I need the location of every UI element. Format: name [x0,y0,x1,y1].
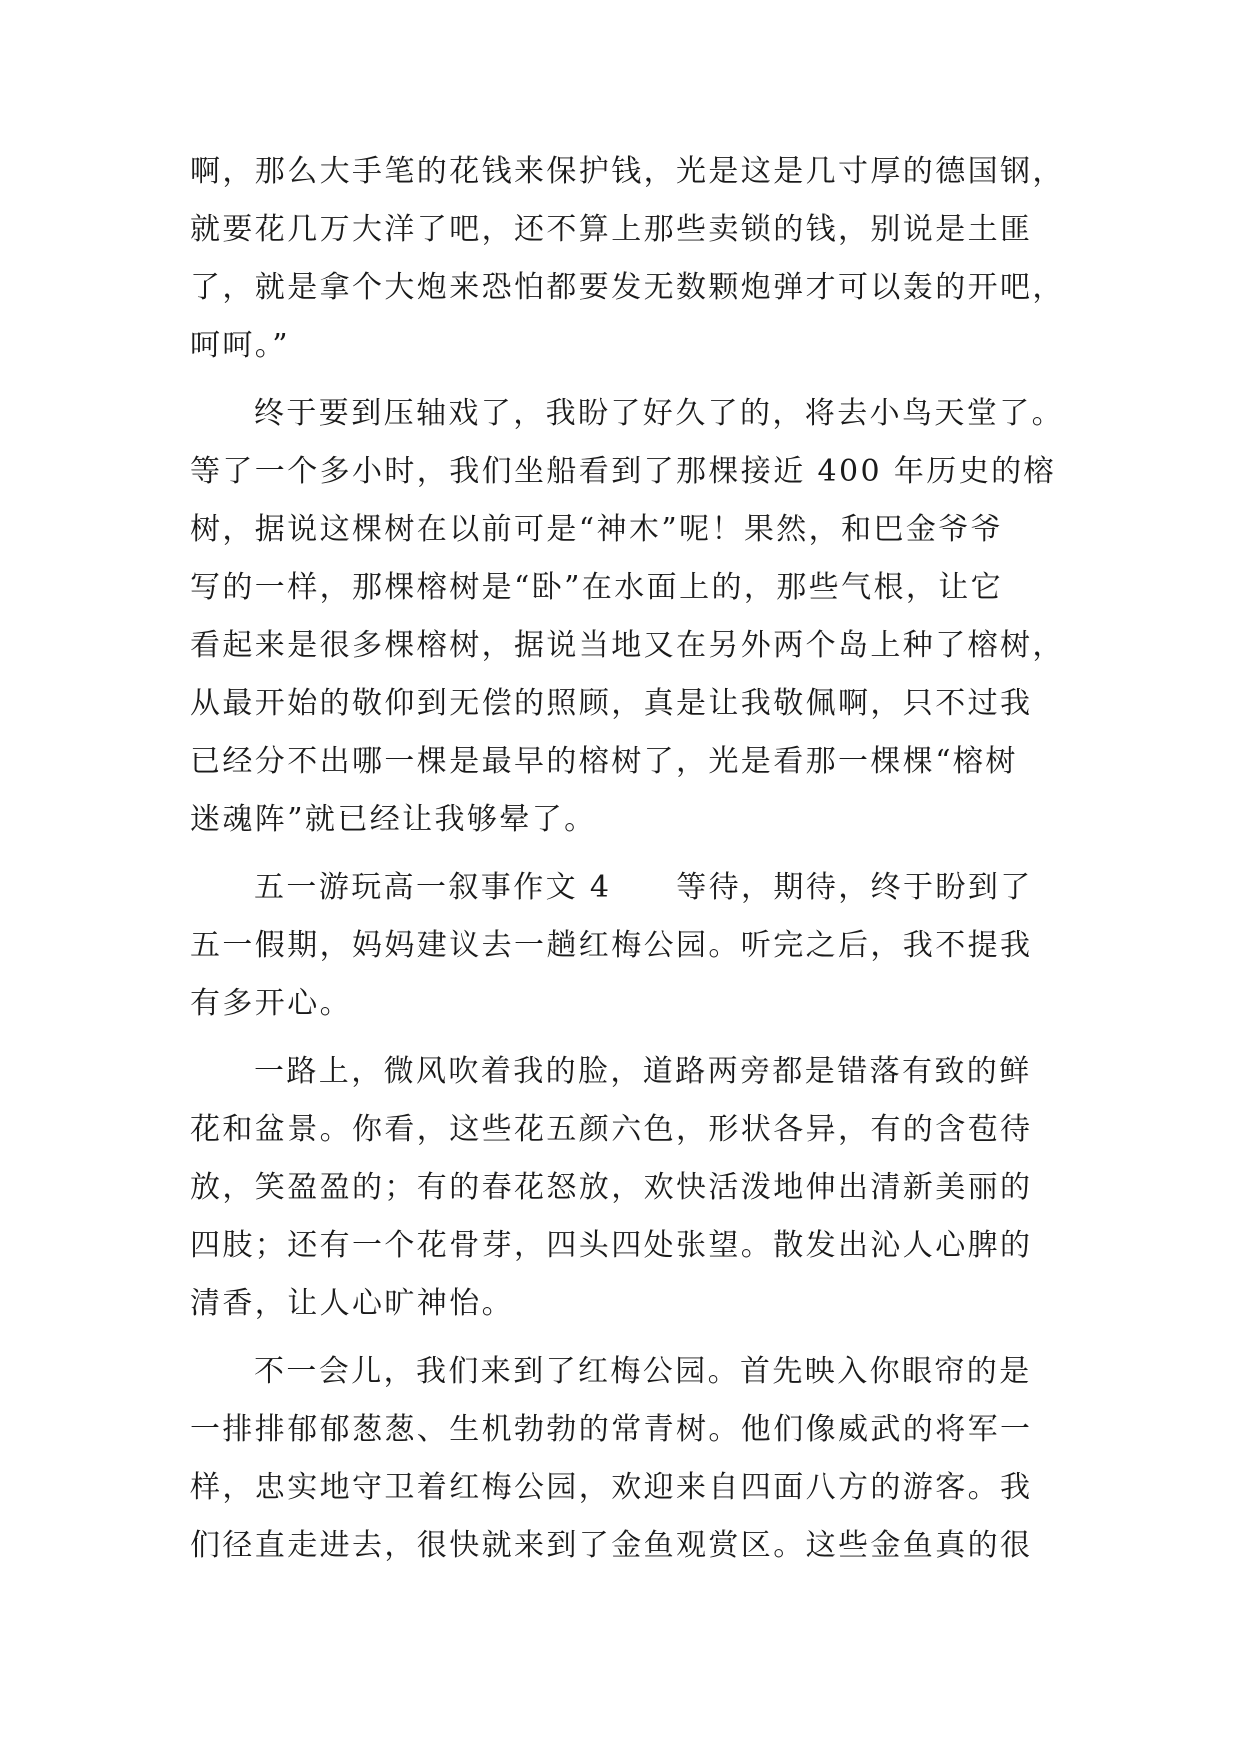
text-line: 样，忠实地守卫着红梅公园，欢迎来自四面八方的游客。我 [190,1470,1033,1505]
text-line: 从最开始的敬仰到无偿的照顾，真是让我敬佩啊，只不过我 [190,686,1033,721]
text-line: 五一假期，妈妈建议去一趟红梅公园。听完之后，我不提我 [190,928,1033,963]
paragraph-first-line: 终于要到压轴戏了，我盼了好久了的，将去小鸟天堂了。 [254,396,1064,431]
text-line: 清香，让人心旷神怡。 [190,1286,514,1321]
text-line: 就要花几万大洋了吧，还不算上那些卖锁的钱，别说是土匪 [190,212,1033,247]
text-line: 写的一样，那棵榕树是“卧”在水面上的，那些气根，让它 [190,570,1004,605]
text-line: 等了一个多小时，我们坐船看到了那棵接近 400 年历史的榕 [190,454,1056,489]
text-line: 啊，那么大手笔的花钱来保护钱，光是这是几寸厚的德国钢， [190,154,1065,189]
text-line: 有多开心。 [190,986,352,1021]
text-line: 了，就是拿个大炮来恐怕都要发无数颗炮弹才可以轰的开吧， [190,270,1065,305]
text-line: 一排排郁郁葱葱、生机勃勃的常青树。他们像威武的将军一 [190,1412,1033,1447]
text-line: 花和盆景。你看，这些花五颜六色，形状各异，有的含苞待 [190,1112,1033,1147]
paragraph-first-line: 一路上，微风吹着我的脸，道路两旁都是错落有致的鲜 [254,1054,1032,1089]
paragraph-first-line: 五一游玩高一叙事作文 4 等待，期待，终于盼到了 [254,870,1033,905]
paragraph-first-line: 不一会儿，我们来到了红梅公园。首先映入你眼帘的是 [254,1354,1032,1389]
text-line: 树，据说这棵树在以前可是“神木”呢！果然，和巴金爷爷 [190,512,1004,547]
text-line: 们径直走进去，很快就来到了金鱼观赏区。这些金鱼真的很 [190,1528,1033,1563]
text-line: 已经分不出哪一棵是最早的榕树了，光是看那一棵棵“榕树 [190,744,1018,779]
text-line: 放，笑盈盈的；有的春花怒放，欢快活泼地伸出清新美丽的 [190,1170,1033,1205]
text-line: 迷魂阵”就已经让我够晕了。 [190,802,597,837]
text-line: 看起来是很多棵榕树，据说当地又在另外两个岛上种了榕树， [190,628,1065,663]
text-line: 呵呵。” [190,328,290,363]
text-line: 四肢；还有一个花骨芽，四头四处张望。散发出沁人心脾的 [190,1228,1033,1263]
